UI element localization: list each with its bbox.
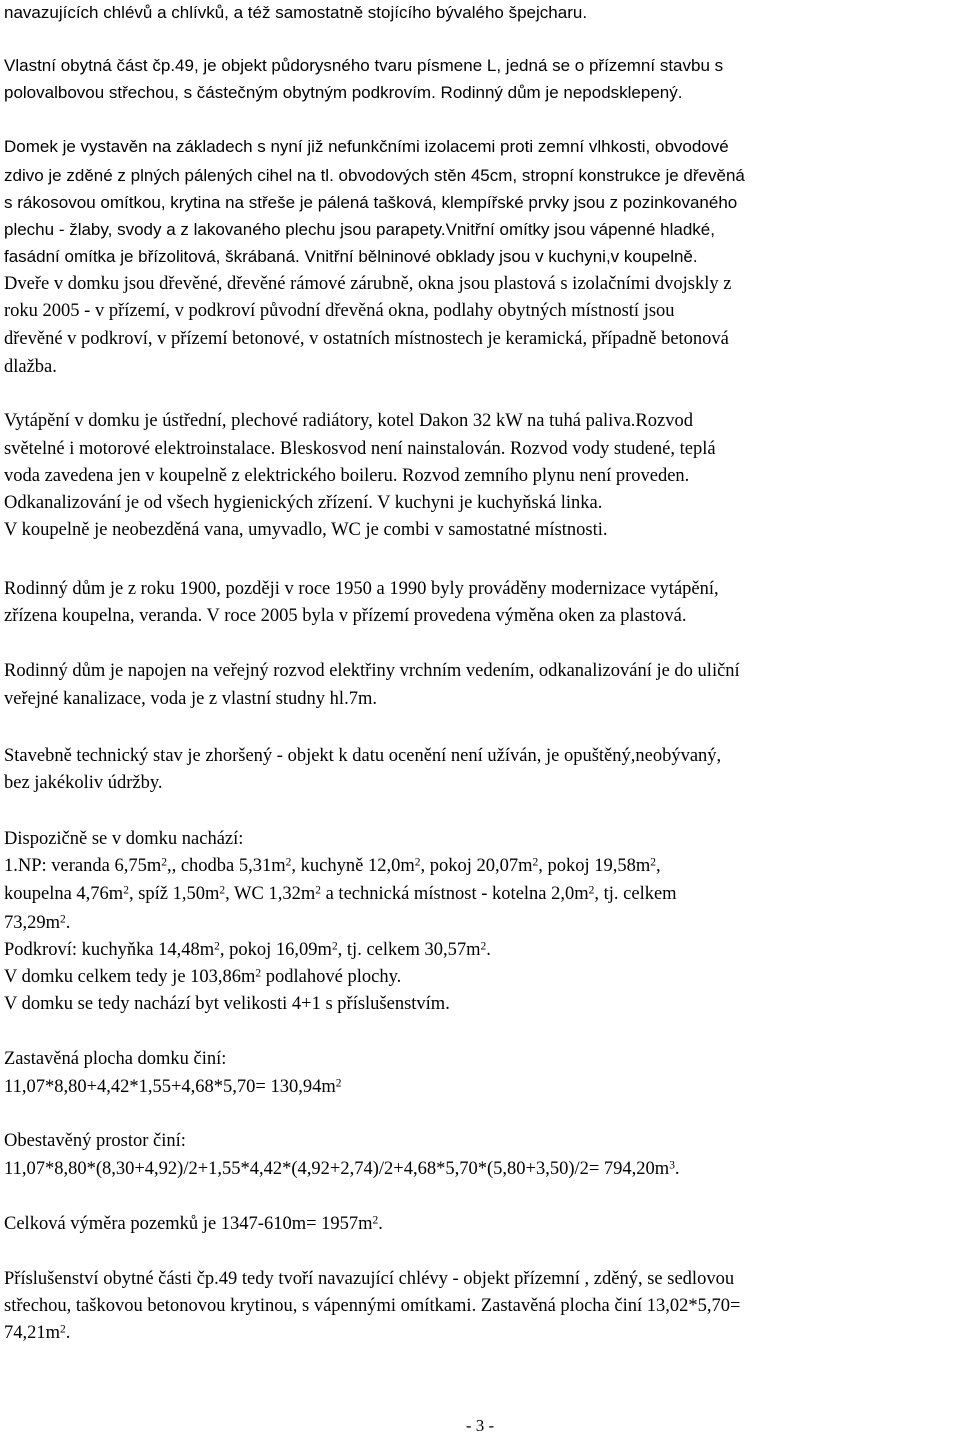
text-line: plechu - žlaby, svody a z lakovaného plechu jsou parapety.Vnitřní omítky jsou vápenné hladké, (4, 220, 715, 239)
text-line: Rodinný dům je z roku 1900, později v roce 1950 a 1990 byly prováděny modernizace vytápění, (4, 579, 719, 599)
text-line: V domku se tedy nachází byt velikosti 4+1 s příslušenstvím. (4, 994, 450, 1014)
text-line: Vytápění v domku je ústřední, plechové radiátory, kotel Dakon 32 kW na tuhá paliva.Rozvod (4, 411, 693, 431)
text-line: zřízena koupelna, veranda. V roce 2005 byla v přízemí provedena výměna oken za plastová. (4, 606, 687, 626)
text-line: dlažba. (4, 357, 57, 377)
text-line: $11,07*8,80*(8,30+4,92)/2+1,55*4,42*(4,92+2,74)/2+4,68*5,70*(5,80+3,50)/2= 794,20m^3$. (4, 1159, 680, 1179)
text-line: Celková výměra pozemků je $1347-610m= 1957m^2$. (4, 1214, 383, 1234)
text-line: Odkanalizování je od všech hygienických zřízení. V kuchyni je kuchyňská linka. (4, 493, 603, 513)
text-line: Podkroví: kuchyňka $14,48m^2$, pokoj $16,09m^2$, tj. celkem $30,57m^2$. (4, 940, 491, 960)
text-line: Stavebně technický stav je zhoršený - objekt k datu ocenění není užíván, je opuštěný,neobývaný, (4, 746, 722, 766)
text-line: světelné i motorové elektroinstalace. Bleskosvod není nainstalován. Rozvod vody studené, teplá (4, 439, 716, 459)
text-line: $73,29m^2$. (4, 913, 71, 933)
text-line: $74,21m^2$. (4, 1323, 71, 1343)
page-number: - 3 - (465, 1416, 495, 1435)
text-line: V domku celkem tedy je $103,86m^2$ podlahové plochy. (4, 967, 402, 987)
text-line: navazujících chlévů a chlívků, a též samostatně stojícího bývalého špejcharu. (4, 3, 588, 22)
text-line: $11,07*8,80+4,42*1,55+4,68*5,70= 130,94m^2$ (4, 1077, 342, 1097)
text-line: střechou, taškovou betonovou krytinou, s vápennými omítkami. Zastavěná plocha činí 13,02*5,70= (4, 1296, 741, 1316)
text-line: polovalbovou střechou, s částečným obytným podkrovím. Rodinný dům je nepodsklepený. (4, 83, 683, 102)
text-line: Dispozičně se v domku nachází: (4, 829, 244, 849)
text-line: voda zavedena jen v koupelně z elektrického boileru. Rozvod zemního plynu není proveden. (4, 466, 690, 486)
text-line: Zastavěná plocha domku činí: (4, 1049, 227, 1069)
text-line: Domek je vystavěn na základech s nyní již nefunkčními izolacemi proti zemní vlhkosti, obvodové (4, 137, 729, 156)
text-line: s rákosovou omítkou, krytina na střeše je pálená tašková, klempířské prvky jsou z pozinkovaného (4, 193, 738, 212)
text-line: fasádní omítka je břízolitová, škrábaná. Vnitřní bělninové obklady jsou v kuchyni,v koupelně. (4, 247, 698, 266)
text-line: veřejné kanalizace, voda je z vlastní studny hl.7m. (4, 689, 377, 709)
text-line: Dveře v domku jsou dřevěné, dřevěné rámové zárubně, okna jsou plastová s izolačními dvojskly z (4, 274, 732, 294)
text-line: dřevěné v podkroví, v přízemí betonové, v ostatních místnostech je keramická, případně betonová (4, 329, 729, 349)
text-line: Rodinný dům je napojen na veřejný rozvod elektřiny vrchním vedením, odkanalizování je do uliční (4, 661, 740, 681)
text-line: zdivo je zděné z plných pálených cihel na tl. obvodových stěn 45cm, stropní konstrukce je dřevěná (4, 166, 745, 185)
text-line: roku 2005 - v přízemí, v podkroví původní dřevěná okna, podlahy obytných místností jsou (4, 301, 675, 321)
text-line: bez jakékoliv údržby. (4, 773, 163, 793)
text-line: Vlastní obytná část čp.49, je objekt půdorysného tvaru písmene L, jedná se o přízemní stavbu s (4, 56, 724, 75)
text-line: Příslušenství obytné části čp.49 tedy tvoří navazující chlévy - objekt přízemní , zděný, se sedlovou (4, 1269, 735, 1289)
text-line: 1.NP: veranda $6,75m^2$,, chodba $5,31m^2$, kuchyně $12,0m^2$, pokoj $20,07m^2$, pokoj $19,58m^2$, (4, 856, 661, 876)
text-line: Obestavěný prostor činí: (4, 1131, 186, 1151)
text-line: koupelna $4,76m^2$, spíž $1,50m^2$, WC $1,32m^2$ a technická místnost - kotelna $2,0m^2$, tj. celkem (4, 884, 677, 904)
text-line: V koupelně je neobezděná vana, umyvadlo, WC je combi v samostatné místnosti. (4, 520, 608, 540)
